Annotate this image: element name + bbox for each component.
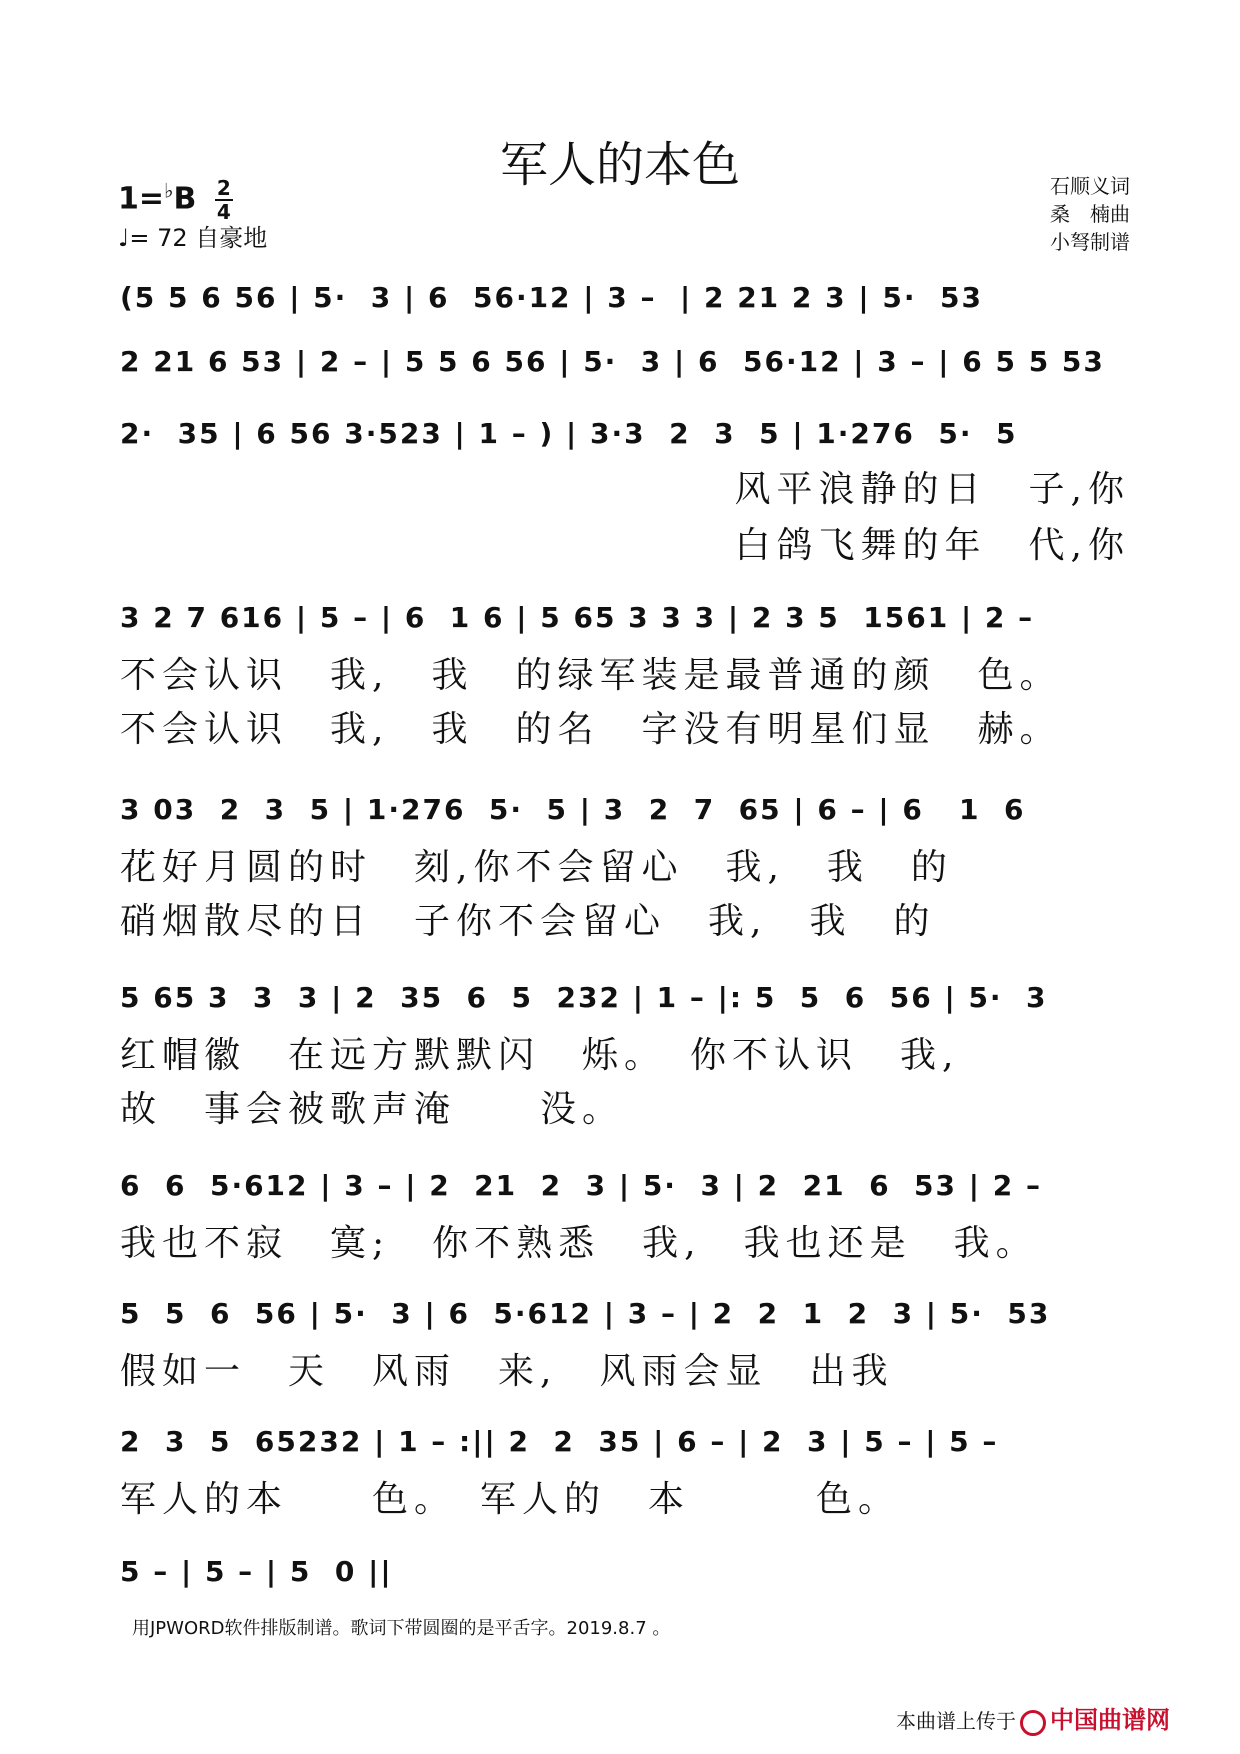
music-line-3: 2· 35 | 6 56 3·523 | 1 – ) | 3·3 2 3 5 | 1·276 5· 5 — [120, 417, 1018, 450]
music-line-2: 2 21 6 53 | 2 – | 5 5 6 56 | 5· 3 | 6 56·12 | 3 – | 6 5 5 53 — [120, 345, 1105, 378]
lyric-line-10: 假如一 天 风雨 来, 风雨会显 出我 — [120, 1351, 894, 1392]
key-note: B — [173, 181, 197, 217]
lyric-line-8: 故 事会被歌声淹 没。 — [120, 1089, 625, 1130]
music-line-4: 3 2 7 616 | 5 – | 6 1 6 | 5 65 3 3 3 | 2 3 5 1561 | 2 – — [120, 601, 1035, 634]
expression-mark: 自豪地 — [195, 224, 268, 252]
footnote: 用JPWORD软件排版制谱。歌词下带圆圈的是平舌字。2019.8.7 。 — [132, 1618, 671, 1639]
music-line-6: 5 65 3 3 3 | 2 35 6 5 232 | 1 – |: 5 5 6 56 | 5· 3 — [120, 981, 1048, 1014]
key-prefix: 1= — [118, 181, 165, 217]
music-line-10: 5 – | 5 – | 5 0 || — [120, 1555, 393, 1588]
lyric-line-5: 花好月圆的时 刻,你不会留心 我, 我 的 — [120, 847, 953, 888]
transcriber-credit: 小弩制谱 — [1050, 230, 1130, 254]
page-title: 军人的本色 — [499, 137, 740, 193]
music-line-5: 3 03 2 3 5 | 1·276 5· 5 | 3 2 7 65 | 6 – | 6 1 6 — [120, 793, 1026, 826]
music-line-9: 2 3 5 65232 | 1 – :|| 2 2 35 | 6 – | 2 3 | 5 – | 5 – — [120, 1425, 999, 1458]
lyric-line-4: 不会认识 我, 我 的名 字没有明星们显 赫。 — [120, 709, 1062, 750]
music-line-7: 6 6 5·612 | 3 – | 2 21 2 3 | 5· 3 | 2 21 6 53 | 2 – — [120, 1169, 1042, 1202]
key-signature — [118, 178, 233, 222]
flat-sign: ♭ — [164, 178, 174, 203]
lyric-line-11: 军人的本 色。 军人的 本 色。 — [120, 1479, 901, 1520]
meter-top: 2 — [216, 176, 231, 200]
music-line-8: 5 5 6 56 | 5· 3 | 6 5·612 | 3 – | 2 2 1 2 3 | 5· 53 — [120, 1297, 1051, 1330]
meter-bottom: 4 — [216, 200, 231, 224]
tempo-value: = 72 — [129, 224, 188, 252]
lyric-line-6: 硝烟散尽的日 子你不会留心 我, 我 的 — [120, 901, 936, 942]
lyric-line-3: 不会认识 我, 我 的绿军装是最普通的颜 色。 — [120, 655, 1062, 696]
lyric-line-9: 我也不寂 寞; 你不熟悉 我, 我也还是 我。 — [120, 1223, 1038, 1264]
lyric-line-7: 红帽徽 在远方默默闪 烁。 你不认识 我, — [120, 1035, 960, 1076]
site-logo-icon — [1020, 1710, 1046, 1736]
tempo-marking — [118, 218, 267, 253]
upload-prefix: 本曲谱上传于 — [896, 1709, 1016, 1733]
site-brand: 中国曲谱网 — [1050, 1706, 1170, 1734]
music-line-1: (5 5 6 56 | 5· 3 | 6 56·12 | 3 – | 2 21 2 3 | 5· 53 — [120, 281, 983, 314]
time-signature — [215, 178, 233, 222]
composer-credit: 桑 楠曲 — [1050, 202, 1130, 226]
lyricist-credit: 石顺义词 — [1050, 174, 1130, 198]
upload-credit — [896, 1700, 1170, 1736]
lyric-line-1: 风平浪静的日 子,你 — [734, 469, 1130, 510]
quarter-note-icon: ♩ — [118, 224, 130, 252]
lyric-line-2: 白鸽飞舞的年 代,你 — [734, 525, 1130, 566]
